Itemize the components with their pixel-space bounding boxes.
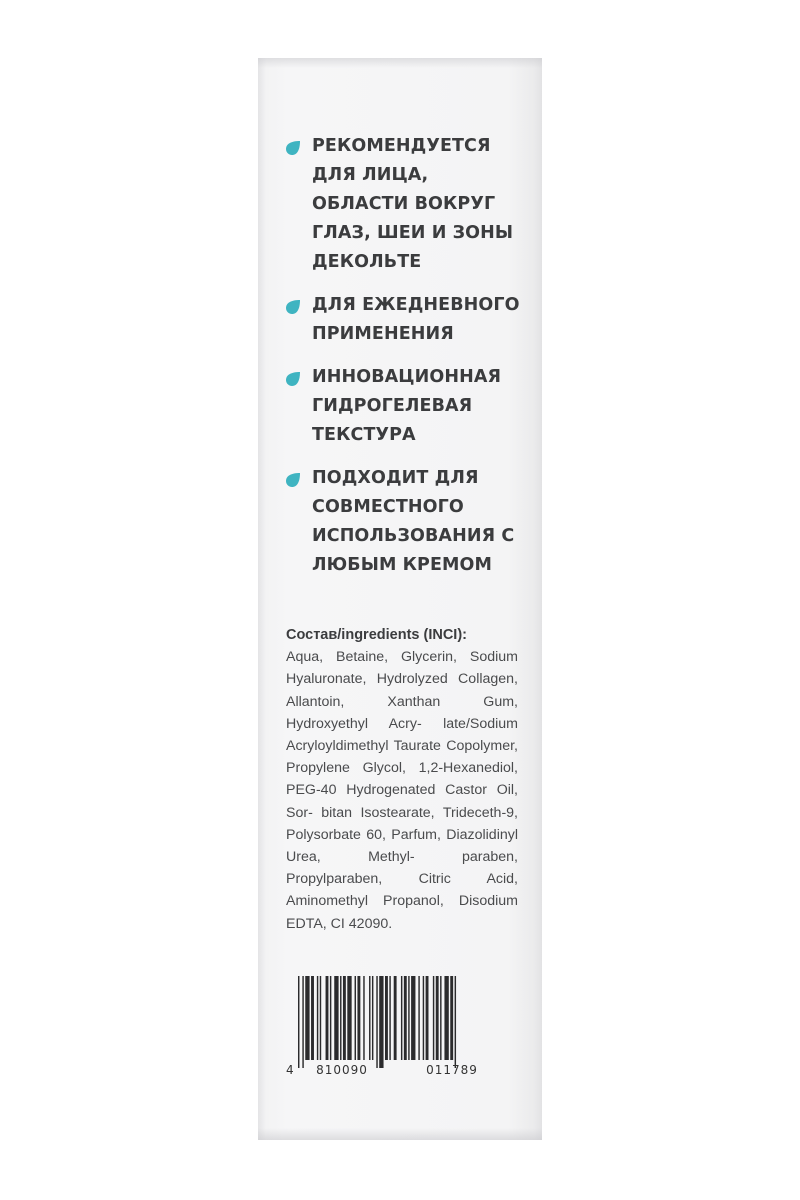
leaf-icon: [286, 300, 300, 314]
barcode-bar: [423, 976, 424, 1060]
barcode-digits-right: 011789: [426, 1063, 478, 1076]
benefit-item: [286, 464, 536, 580]
benefit-line: ИСПОЛЬЗОВАНИЯ С: [312, 526, 515, 546]
barcode-bar: [444, 976, 448, 1060]
barcode-bar: [408, 976, 409, 1060]
leaf-icon: [286, 372, 300, 386]
benefits-list: [286, 132, 536, 594]
benefit-line: ОБЛАСТИ ВОКРУГ: [312, 194, 496, 214]
barcode-bar: [320, 976, 321, 1060]
leaf-icon: [286, 141, 300, 155]
barcode-bar: [376, 976, 377, 1068]
barcode-bar: [455, 976, 456, 1068]
barcode-bar: [302, 976, 303, 1068]
ingredients-block: [286, 624, 518, 935]
benefit-line: ПРИМЕНЕНИЯ: [312, 324, 454, 344]
barcode-bar: [401, 976, 402, 1060]
benefit-line: ПОДХОДИТ ДЛЯ: [312, 468, 479, 488]
benefit-line: ИННОВАЦИОННАЯ: [312, 367, 502, 387]
benefit-line: ТЕКСТУРА: [312, 425, 416, 445]
barcode-bar: [440, 976, 441, 1060]
ingredients-title: Состав/ingredients (INCI):: [286, 627, 467, 643]
leaf-icon: [286, 473, 300, 487]
benefit-line: ЛЮБЫМ КРЕМОМ: [312, 555, 493, 575]
ingredients-text: Aqua, Betaine, Glycerin, Sodium Hyaluronate, Hydrolyzed Collagen, Allantoin, Xanthan Gum, Hydroxyethyl Acry- late/Sodium Acryloyldimethyl Taurate Copolymer, Propylene Glycol, 1,2-Hexanediol, PEG-40 Hydrogenated Castor Oil, Sor- bitan Isostearate, Trideceth-9, Polysorbate 60, Parfum, Diazolidinyl Urea, Methyl- paraben, Propylparaben, Citric Acid, Aminomethyl Propanol, Disodium EDTA, CI 42090.: [286, 649, 518, 932]
benefit-item: [286, 132, 536, 277]
barcode-bar: [379, 976, 383, 1068]
barcode-bar: [334, 976, 338, 1060]
barcode-bar: [389, 976, 390, 1060]
benefit-line: ДЛЯ ЛИЦА,: [312, 165, 429, 185]
product-box-side-panel: [258, 58, 542, 1140]
barcode-bar: [363, 976, 364, 1060]
barcode-bar: [357, 976, 360, 1060]
barcode-bar: [433, 976, 434, 1060]
benefit-item: [286, 363, 536, 450]
barcode-bar: [436, 976, 439, 1060]
barcode-bar: [330, 976, 331, 1060]
barcode-bar: [340, 976, 341, 1060]
benefit-line: ГЛАЗ, ШЕИ И ЗОНЫ: [312, 223, 514, 243]
barcode-bar: [411, 976, 415, 1060]
barcode-bar: [418, 976, 419, 1060]
benefit-line: ДЛЯ ЕЖЕДНЕВНОГО: [312, 295, 520, 315]
barcode-bar: [369, 976, 370, 1060]
barcode-bar: [355, 976, 356, 1060]
barcode-bar: [394, 976, 397, 1060]
benefit-line: РЕКОМЕНДУЕТСЯ: [312, 136, 491, 156]
benefit-line: ГИДРОГЕЛЕВАЯ: [312, 396, 473, 416]
barcode-bar: [426, 976, 429, 1060]
benefit-item: [286, 291, 536, 349]
barcode-bar: [385, 976, 388, 1060]
barcode-digits-left: 810090: [316, 1063, 368, 1076]
benefit-line: СОВМЕСТНОГО: [312, 497, 464, 517]
barcode-bar: [317, 976, 318, 1060]
barcode-bar: [326, 976, 329, 1060]
barcode-bar: [404, 976, 407, 1060]
benefit-line: ДЕКОЛЬТЕ: [312, 252, 422, 272]
barcode-bar: [311, 976, 314, 1060]
barcode-bar: [343, 976, 346, 1060]
barcode-bar: [450, 976, 453, 1060]
barcode-bar: [298, 976, 299, 1068]
barcode: [284, 976, 520, 1076]
barcode-bar: [305, 976, 309, 1060]
barcode-bar: [372, 976, 373, 1060]
barcode-digit-prefix: 4: [286, 1063, 294, 1076]
barcode-bar: [347, 976, 351, 1060]
